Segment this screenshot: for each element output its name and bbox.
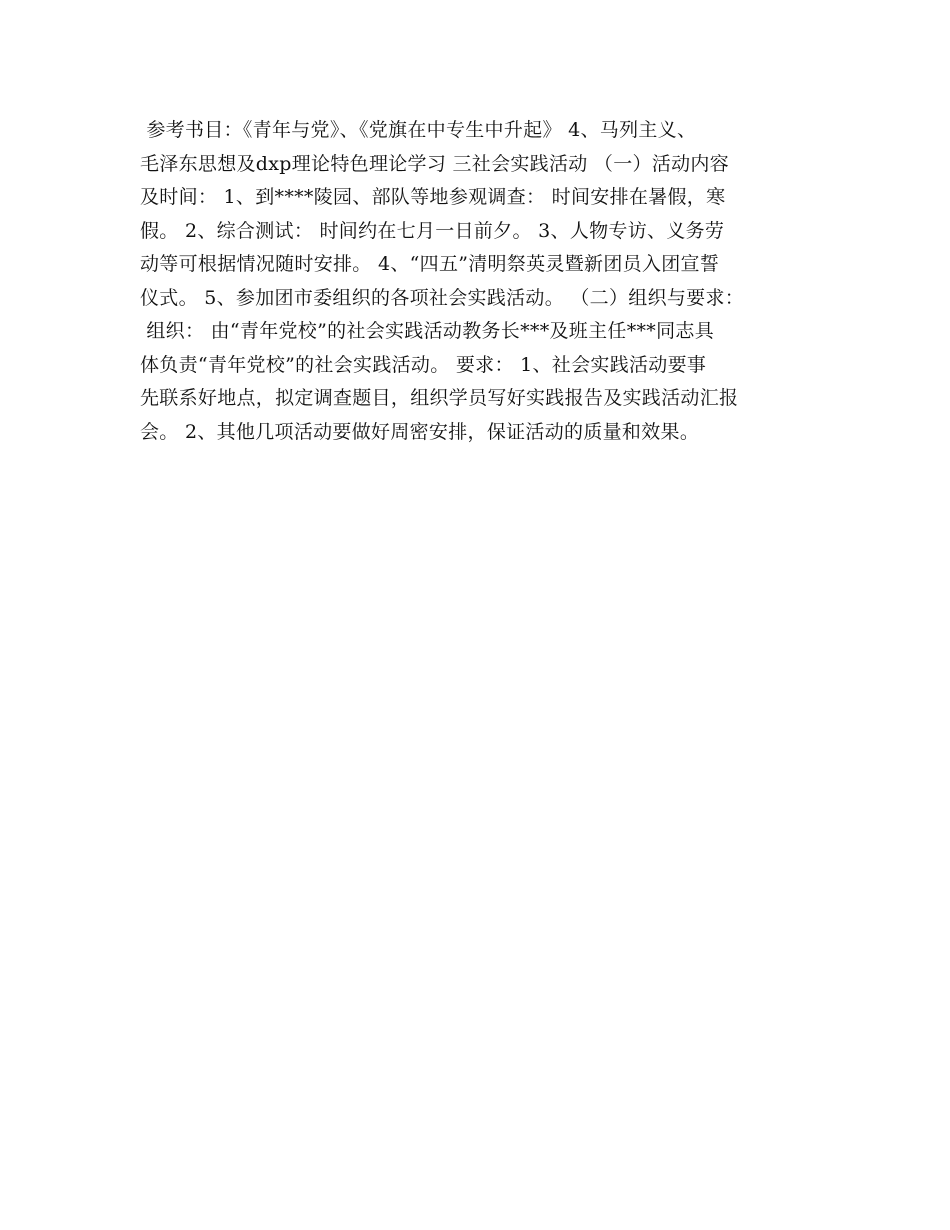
text-line: 先联系好地点，拟定调查题目，组织学员写好实践报告及实践活动汇报 xyxy=(140,387,739,409)
text-line: 参考书目：《青年与党》、《党旗在中专生中升起》 4、马列主义、 xyxy=(140,119,697,141)
text-line: 组织： 由“青年党校”的社会实践活动教务长***及班主任***同志具 xyxy=(140,320,715,342)
text-line: 假。 2、综合测试： 时间约在七月一日前夕。 3、人物专访、义务劳 xyxy=(140,219,725,242)
text-line: 毛泽东思想及dxp理论特色理论学习 三社会实践活动 （一）活动内容 xyxy=(140,152,730,175)
text-line: 动等可根据情况随时安排。 4、“四五”清明祭英灵暨新团员入团宣誓 xyxy=(140,253,720,275)
text-line: 仪式。 5、参加团市委组织的各项社会实践活动。 （二）组织与要求： xyxy=(140,286,745,309)
body-text xyxy=(140,114,830,449)
text-line: 及时间： 1、到****陵园、部队等地参观调查： 时间安排在暑假，寒 xyxy=(140,186,726,208)
text-line: 会。 2、其他几项活动要做好周密安排，保证活动的质量和效果。 xyxy=(140,420,700,443)
text-line: 体负责“青年党校”的社会实践活动。 要求： 1、社会实践活动要事 xyxy=(140,353,707,376)
